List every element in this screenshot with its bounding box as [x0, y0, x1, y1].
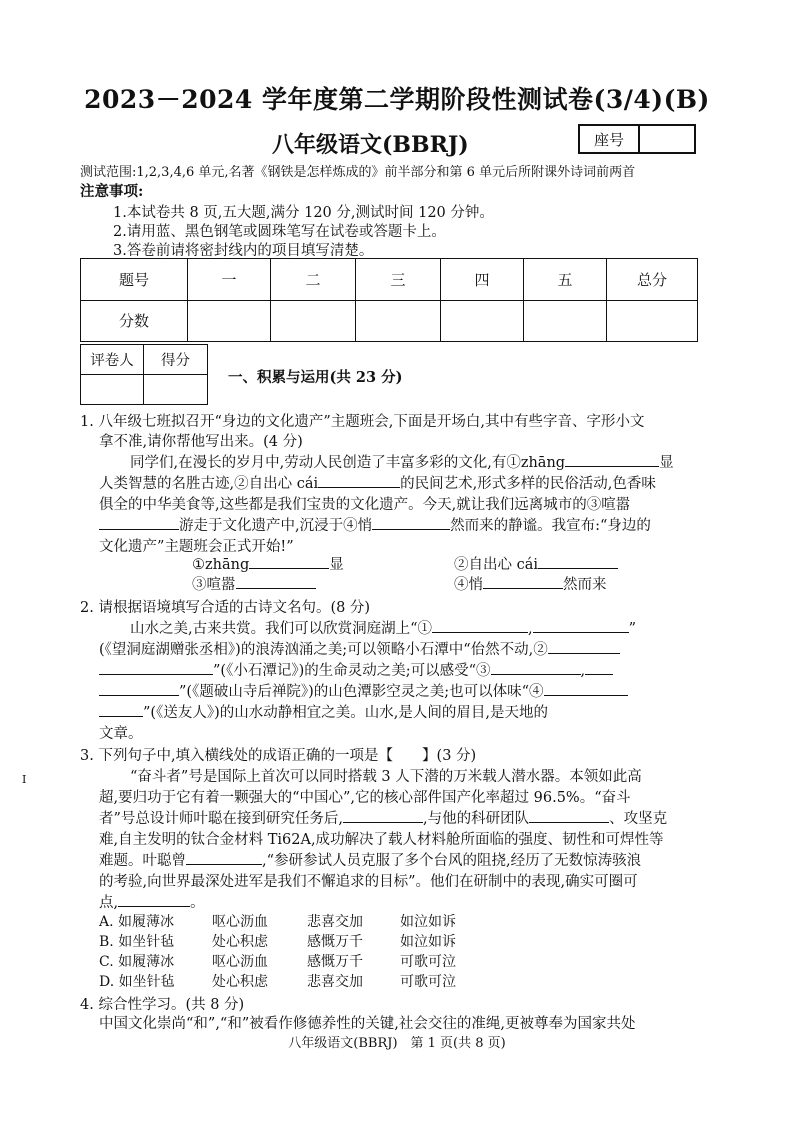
q2-text: ,: [580, 663, 586, 679]
option-b-choice[interactable]: B. 如坐针毡: [99, 934, 175, 950]
reviewer-cell[interactable]: [81, 375, 144, 405]
option-idiom: 感慨万千: [307, 934, 363, 950]
q1-answer: [192, 573, 316, 594]
answer-blank[interactable]: [99, 682, 179, 696]
score-header-cell: 总分: [607, 259, 698, 301]
answer-blank[interactable]: [99, 516, 179, 530]
q2-line: [99, 680, 628, 701]
score-cell[interactable]: [524, 300, 607, 342]
page-footer: 八年级语文(BBRJ) 第 1 页(共 8 页): [288, 1036, 506, 1051]
q1-passage-text: 游走于文化遗产中,沉浸于④悄: [179, 518, 373, 534]
q3-text: 点,: [99, 895, 119, 911]
note-item: 2.请用蓝、黑色钢笔或圆珠笔写在试卷或答题卡上。: [113, 224, 446, 240]
q3-passage: [99, 849, 641, 870]
q4-passage-text: 中国文化崇尚“和”,“和”被看作修德养性的关键,社会交往的准绳,更被尊奉为国家共处: [99, 1016, 636, 1032]
answer-blank[interactable]: [236, 575, 316, 589]
section-title: 一、积累与运用(共 23 分): [228, 369, 403, 386]
q2-text: 山水之美,古来共赏。我们可以欣赏洞庭湖上“①: [130, 621, 433, 637]
score-cell[interactable]: [188, 300, 271, 342]
answer-blank[interactable]: [249, 555, 329, 569]
q3-text: 者”号总设计师叶聪在接到研究任务后,: [99, 811, 344, 827]
q1-passage: [99, 472, 656, 493]
option-c-choice[interactable]: C. 如履薄冰: [99, 954, 175, 970]
answer-blank[interactable]: [343, 809, 423, 823]
q1-answer-label: ④悄: [454, 577, 483, 593]
q1-answer-label: 显: [329, 557, 344, 573]
q1-answer-label: ③喧嚣: [192, 577, 236, 593]
reviewer-label: 评卷人: [81, 345, 144, 375]
option-idiom: 可歌可泣: [400, 954, 456, 970]
score-table-score-row: [81, 300, 698, 342]
seat-number-box: [578, 124, 696, 154]
answer-blank[interactable]: [118, 893, 190, 907]
q1-passage-text: 俱全的中华美食等,这些都是我们宝贵的文化遗产。今天,就让我们远离城市的③喧嚣: [99, 497, 631, 513]
q2-text: ,: [528, 621, 533, 637]
answer-blank[interactable]: [548, 640, 620, 654]
q2-text: ”(《小石潭记》)的生命灵动之美;可以感受“③: [213, 663, 491, 679]
test-scope: 测试范围:1,2,3,4,6 单元,名著《钢铁是怎样炼成的》前半部分和第 6 单元后所附课外诗词前两首: [80, 165, 636, 180]
answer-blank[interactable]: [372, 516, 450, 530]
score-cell[interactable]: [356, 300, 441, 342]
exam-title: 2023－2024 学年度第二学期阶段性测试卷(3/4)(B): [84, 85, 710, 114]
grader-score-cell[interactable]: [144, 375, 208, 405]
q1-stem: 拿不准,请你帮他写出来。(4 分): [99, 434, 303, 450]
score-cell[interactable]: [607, 300, 698, 342]
q2-text: (《望洞庭湖赠张丞相》)的浪涛汹涌之美;可以领略小石潭中“佁然不动,②: [99, 642, 548, 658]
option-idiom: 处心积虑: [212, 974, 268, 990]
exam-subtitle: 八年级语文(BBRJ): [272, 132, 469, 158]
option-idiom: 呕心沥血: [212, 954, 268, 970]
answer-blank[interactable]: [186, 851, 262, 865]
answer-blank[interactable]: [565, 453, 659, 467]
score-header-cell: 五: [524, 259, 607, 301]
q1-stem: 1. 八年级七班拟召开“身边的文化遗产”主题班会,下面是开场白,其中有些字音、字形小文: [80, 414, 645, 430]
q3-passage-text: 超,要归功于它有着一颗强大的“中国心”,它的核心部件国产化率超过 96.5%。“奋斗: [99, 790, 631, 806]
q3-stem: 3. 下列句子中,填入横线处的成语正确的一项是【 】(3 分): [80, 748, 477, 764]
score-table-header-row: [81, 259, 698, 301]
q2-text: ”(《送友人》)的山水动静相宜之美。山水,是人间的眉目,是天地的: [143, 705, 548, 721]
option-d-choice[interactable]: D. 如坐针毡: [99, 974, 175, 990]
answer-blank[interactable]: [538, 555, 618, 569]
option-idiom: 悲喜交加: [307, 914, 363, 930]
score-header-cell: 三: [356, 259, 441, 301]
option-idiom: 如泣如诉: [400, 934, 456, 950]
notes-heading: 注意事项:: [80, 183, 144, 200]
q1-passage: [99, 514, 651, 535]
option-idiom: 如泣如诉: [400, 914, 456, 930]
q1-answer-label: ②自出心 cái: [454, 557, 539, 573]
answer-blank[interactable]: [99, 703, 143, 717]
score-table: [80, 258, 698, 342]
q3-passage: [99, 891, 205, 912]
q1-passage-text: 同学们,在漫长的岁月中,劳动人民创造了丰富多彩的文化,有①zhāng: [130, 455, 566, 471]
q1-passage-text: 文化遗产”主题班会正式开始!”: [99, 539, 294, 555]
q2-line: [99, 659, 613, 680]
q2-line: [99, 701, 548, 722]
option-idiom: 可歌可泣: [400, 974, 456, 990]
seat-number-field[interactable]: [640, 126, 694, 152]
q1-answer: [192, 553, 344, 574]
note-item: 3.答卷前请将密封线内的项目填写清楚。: [113, 243, 374, 259]
q2-text: 文章。: [99, 726, 143, 742]
answer-blank[interactable]: [318, 474, 400, 488]
score-row-label: 分数: [81, 300, 188, 342]
q1-passage-text: 显: [659, 455, 674, 471]
q1-answer-label: 然而来: [563, 577, 607, 593]
answer-blank[interactable]: [432, 619, 528, 633]
q1-answer: [454, 553, 618, 574]
q1-passage-text: 的民间艺术,形式多样的民俗活动,色香味: [400, 476, 656, 492]
answer-blank[interactable]: [99, 661, 213, 675]
q2-stem: 2. 请根据语境填写合适的古诗文名句。(8 分): [80, 600, 371, 616]
q2-line: [130, 617, 636, 638]
option-idiom: 感慨万千: [307, 954, 363, 970]
score-cell[interactable]: [271, 300, 356, 342]
q3-passage-text: 的考验,向世界最深处进军是我们不懈追求的目标”。他们在研制中的表现,确实可圈可: [99, 874, 638, 890]
q3-passage-text: 难,自主发明的钛合金材料 Ti62A,成功解决了载人材料舱所面临的强度、韧性和可焊性等: [99, 832, 664, 848]
answer-blank[interactable]: [491, 661, 581, 675]
answer-blank[interactable]: [483, 575, 563, 589]
q3-text: 。: [190, 895, 205, 911]
q3-text: ,“参研参试人员克服了多个台风的阻挠,经历了无数惊涛骇浪: [262, 853, 642, 869]
q1-passage: [130, 451, 674, 472]
margin-mark: I: [22, 773, 27, 786]
note-item: 1.本试卷共 8 页,五大题,满分 120 分,测试时间 120 分钟。: [113, 205, 494, 221]
option-a-choice[interactable]: A. 如履薄冰: [99, 914, 175, 930]
score-header-cell: 二: [271, 259, 356, 301]
grader-table: [80, 344, 208, 405]
grader-score-label: 得分: [144, 345, 208, 375]
q2-line: [99, 638, 620, 659]
option-idiom: 处心积虑: [212, 934, 268, 950]
q3-text: ,与他的科研团队: [423, 811, 530, 827]
q2-text: ”: [628, 621, 637, 637]
q1-passage-text: 人类智慧的名胜古迹,②自出心 cái: [99, 476, 319, 492]
q2-text: ”(《题破山寺后禅院》)的山色潭影空灵之美;也可以体味“④: [179, 684, 544, 700]
q3-text: 、攻坚克: [609, 811, 668, 827]
score-header-cell: 题号: [81, 259, 188, 301]
score-header-cell: 一: [188, 259, 271, 301]
q1-passage-text: 然而来的静谧。我宣布:“身边的: [450, 518, 651, 534]
q3-text: 难题。叶聪曾: [99, 853, 186, 869]
score-header-cell: 四: [441, 259, 524, 301]
q1-answer-label: ①zhāng: [192, 557, 250, 573]
option-idiom: 呕心沥血: [212, 914, 268, 930]
answer-blank[interactable]: [533, 619, 629, 633]
answer-blank[interactable]: [585, 661, 613, 675]
score-cell[interactable]: [441, 300, 524, 342]
q1-answer: [454, 573, 607, 594]
answer-blank[interactable]: [544, 682, 628, 696]
q3-passage: [99, 807, 667, 828]
seat-label: 座号: [580, 126, 640, 152]
q4-stem: 4. 综合性学习。(共 8 分): [80, 997, 245, 1013]
option-idiom: 悲喜交加: [307, 974, 363, 990]
q3-passage-text: “奋斗者”号是国际上首次可以同时搭载 3 人下潜的万米载人潜水器。本领如此高: [130, 769, 642, 785]
answer-blank[interactable]: [529, 809, 609, 823]
